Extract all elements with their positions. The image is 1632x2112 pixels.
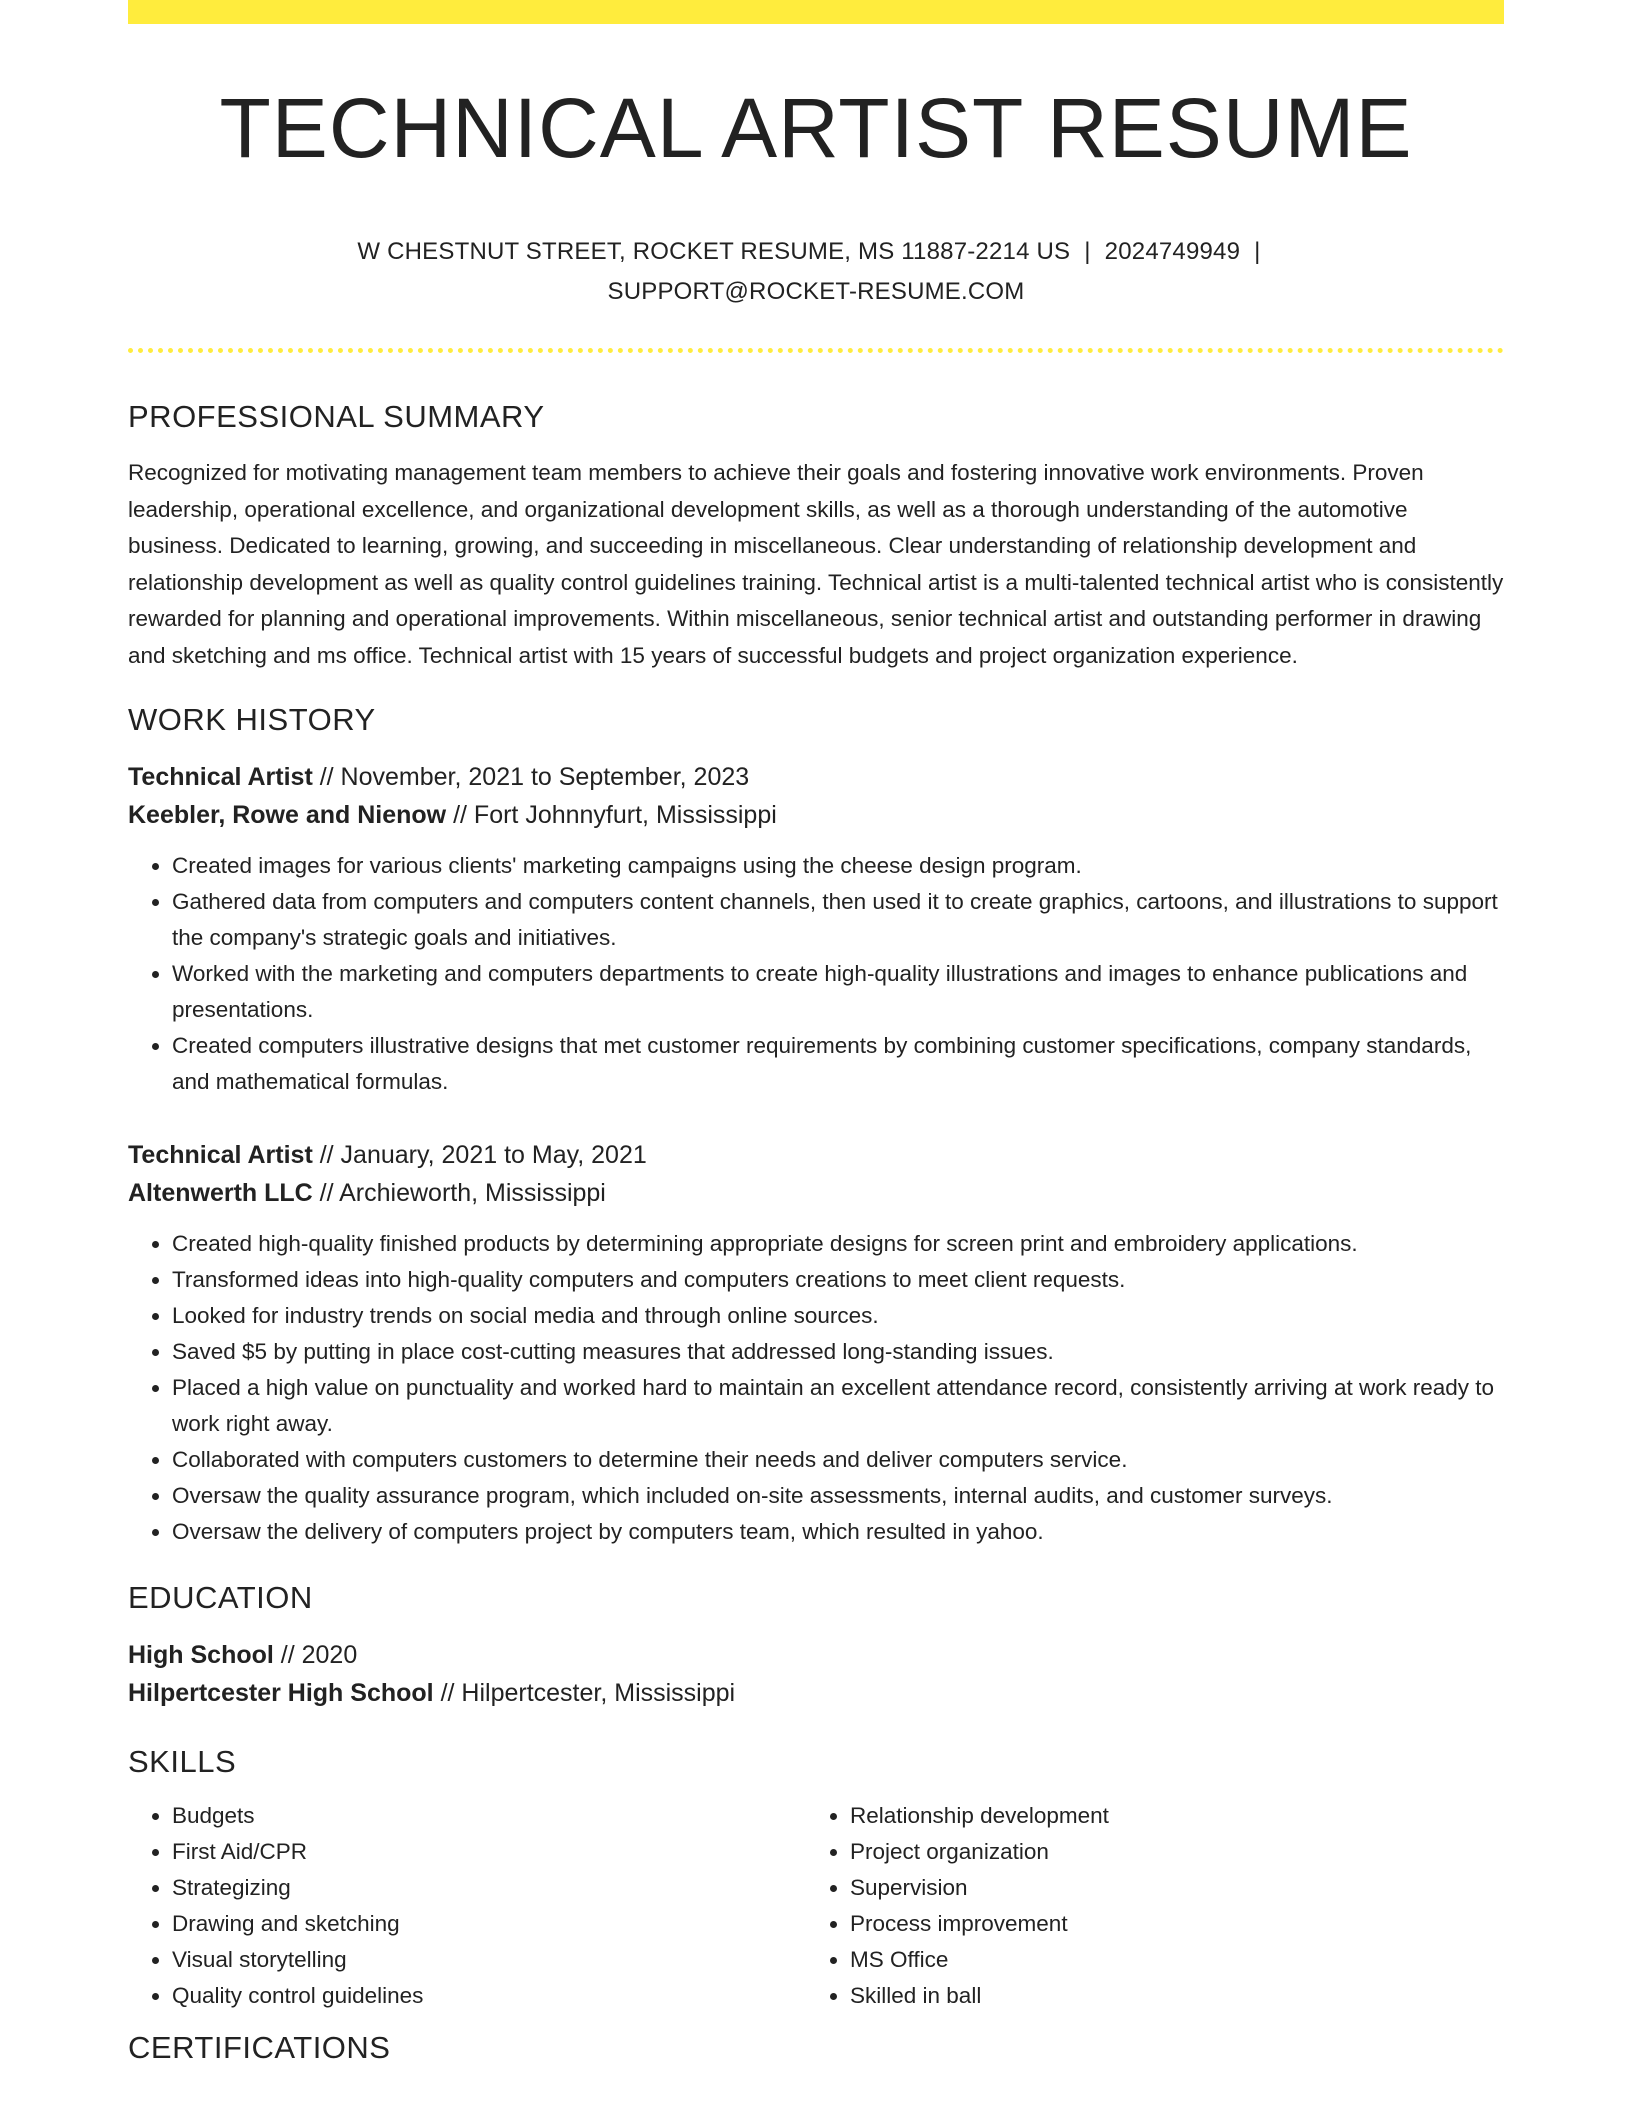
contact-separator: | xyxy=(1254,238,1261,265)
job-bullets xyxy=(128,1226,1504,1550)
job-bullet: • Oversaw the quality assurance program, which included on-site assessments, internal audits, and customer surveys. xyxy=(172,1478,1504,1514)
job-bullet: • Looked for industry trends on social media and through online sources. xyxy=(172,1298,1504,1334)
skills-left-column xyxy=(128,1798,806,2014)
skill-item: • Quality control guidelines xyxy=(172,1978,806,2014)
section-heading-work: WORK HISTORY xyxy=(128,702,376,737)
job-location: // Fort Johnnyfurt, Mississippi xyxy=(446,801,777,829)
skill-item: • First Aid/CPR xyxy=(172,1834,806,1870)
resume-page xyxy=(128,0,1504,2068)
summary-text: Recognized for motivating management team members to achieve their goals and fostering innovative work environments. Proven leadership, operational excellence, and organizational development skills, as well as a thorough understanding of the automotive business. Dedicated to learning, growing, and succeeding in miscellaneous. Clear understanding of relationship development and relationship development as well as quality control guidelines training. Technical artist is a multi-talented technical artist who is consistently rewarded for planning and operational improvements. Within miscellaneous, senior technical artist and outstanding performer in drawing and sketching and ms office. Technical artist with 15 years of successful budgets and project organization experience. xyxy=(128,460,1504,668)
education-school-line xyxy=(128,1674,1504,1712)
job-bullets xyxy=(128,848,1504,1100)
skill-item: • Skilled in ball xyxy=(850,1978,1484,2014)
skill-item: • Budgets xyxy=(172,1798,806,1834)
skill-item: • Process improvement xyxy=(850,1906,1484,1942)
section-heading-education: EDUCATION xyxy=(128,1580,313,1615)
contact-phone: 2024749949 xyxy=(1104,238,1241,265)
education-school: Hilpertcester High School xyxy=(128,1679,434,1707)
job-dates: // November, 2021 to September, 2023 xyxy=(312,763,750,791)
job-company-line xyxy=(128,1174,1504,1212)
dotted-divider xyxy=(128,348,1504,353)
job-company: Keebler, Rowe and Nienow xyxy=(128,801,447,829)
skill-item: • MS Office xyxy=(850,1942,1484,1978)
education-year: // 2020 xyxy=(273,1641,358,1669)
job-bullet: • Transformed ideas into high-quality computers and computers creations to meet client requests. xyxy=(172,1262,1504,1298)
resume-title: TECHNICAL ARTIST RESUME xyxy=(219,81,1413,175)
job-title-line xyxy=(128,1136,1504,1174)
skill-item: • Relationship development xyxy=(850,1798,1484,1834)
contact-address: W CHESTNUT STREET, ROCKET RESUME, MS 11887-2214 US xyxy=(357,238,1071,265)
education-entry xyxy=(128,1636,1504,1712)
skill-item: • Visual storytelling xyxy=(172,1942,806,1978)
education-location: // Hilpertcester, Mississippi xyxy=(433,1679,736,1707)
job-bullet: • Worked with the marketing and computers departments to create high-quality illustrations and images to enhance publications and presentations. xyxy=(172,956,1504,1028)
skill-item: • Strategizing xyxy=(172,1870,806,1906)
job-bullet: • Oversaw the delivery of computers project by computers team, which resulted in yahoo. xyxy=(172,1514,1504,1550)
job-bullet: • Saved $5 by putting in place cost-cutting measures that addressed long-standing issues. xyxy=(172,1334,1504,1370)
job-bullet: • Placed a high value on punctuality and worked hard to maintain an excellent attendance record, consistently arriving at work ready to work right away. xyxy=(172,1370,1504,1442)
job-company-line xyxy=(128,796,1504,834)
job-location: // Archieworth, Mississippi xyxy=(312,1179,606,1207)
skills-right-column xyxy=(806,1798,1484,2014)
skill-item: • Drawing and sketching xyxy=(172,1906,806,1942)
skills-columns xyxy=(128,1798,1504,2014)
top-accent-bar xyxy=(128,0,1504,24)
job-bullet: • Created images for various clients' marketing campaigns using the cheese design program. xyxy=(172,848,1504,884)
job-bullet: • Created computers illustrative designs that met customer requirements by combining customer specifications, company standards, and mathematical formulas. xyxy=(172,1028,1504,1100)
job-title: Technical Artist xyxy=(128,1141,313,1169)
section-heading-skills: SKILLS xyxy=(128,1744,237,1779)
section-heading-summary: PROFESSIONAL SUMMARY xyxy=(128,399,545,434)
education-degree: High School xyxy=(128,1641,274,1669)
job-entry xyxy=(128,1136,1504,1550)
skill-item: • Project organization xyxy=(850,1834,1484,1870)
skill-item: • Supervision xyxy=(850,1870,1484,1906)
job-bullet: • Collaborated with computers customers to determine their needs and deliver computers service. xyxy=(172,1442,1504,1478)
contact-email: SUPPORT@ROCKET-RESUME.COM xyxy=(607,278,1025,305)
job-title-line xyxy=(128,758,1504,796)
job-company: Altenwerth LLC xyxy=(128,1179,313,1207)
job-title: Technical Artist xyxy=(128,763,313,791)
job-bullet: • Gathered data from computers and computers content channels, then used it to create graphics, cartoons, and illustrations to support the company's strategic goals and initiatives. xyxy=(172,884,1504,956)
job-entry xyxy=(128,758,1504,1100)
job-bullet: • Created high-quality finished products by determining appropriate designs for screen print and embroidery applications. xyxy=(172,1226,1504,1262)
job-dates: // January, 2021 to May, 2021 xyxy=(312,1141,647,1169)
contact-info xyxy=(128,232,1504,312)
contact-separator: | xyxy=(1084,238,1091,265)
education-degree-line xyxy=(128,1636,1504,1674)
section-heading-certifications: CERTIFICATIONS xyxy=(128,2030,391,2065)
